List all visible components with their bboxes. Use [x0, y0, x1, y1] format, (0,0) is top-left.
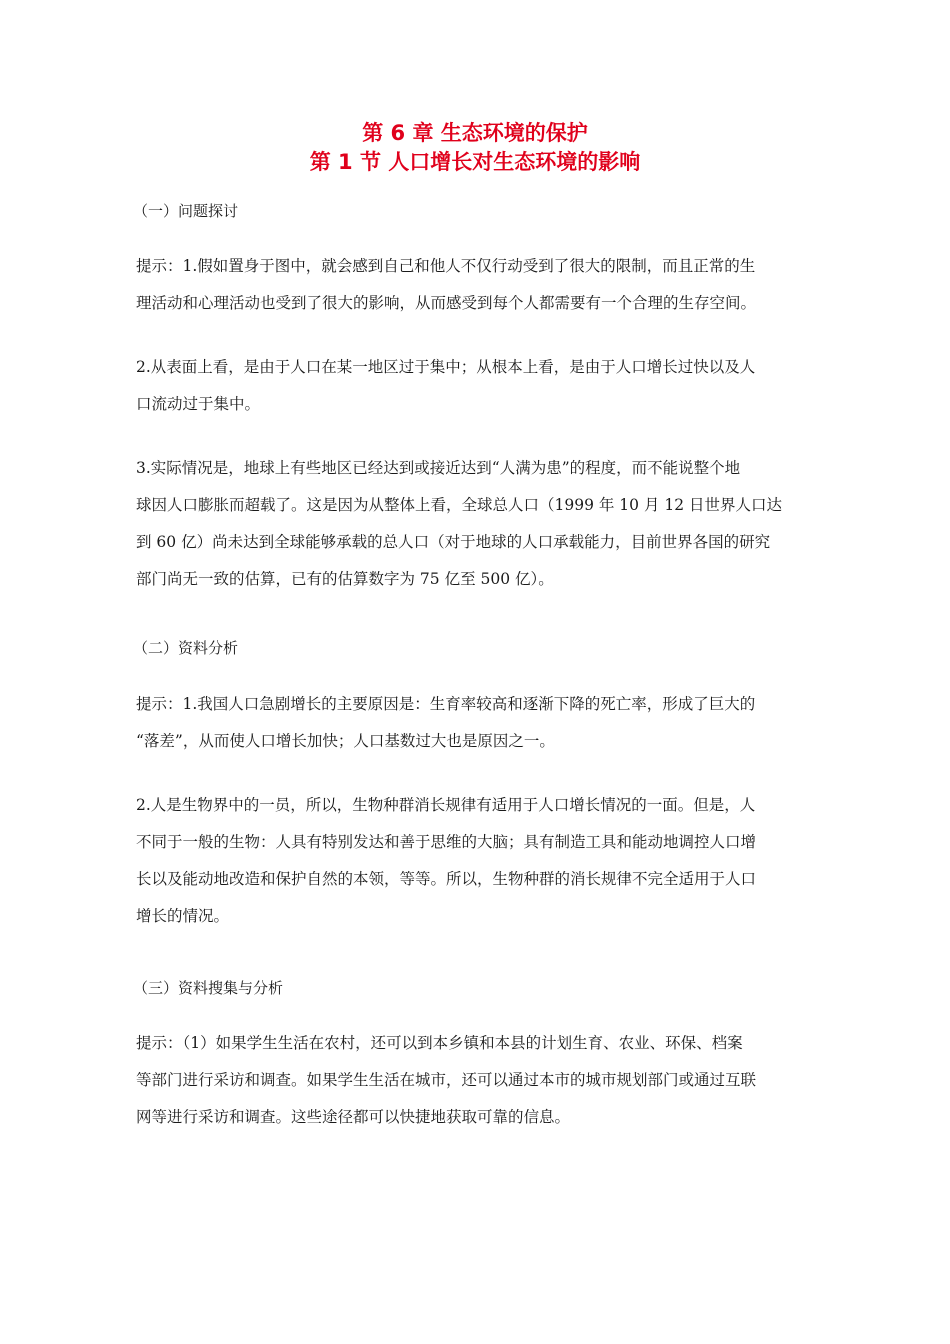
- paragraph: [136, 248, 816, 322]
- paragraph-line: 提示：（1）如果学生生活在农村，还可以到本乡镇和本县的计划生育、农业、环保、档案: [136, 1034, 743, 1052]
- paragraph-line: 长以及能动地改造和保护自然的本领，等等。所以，生物种群的消长规律不完全适用于人口: [136, 870, 757, 888]
- paragraph-line: 等部门进行采访和调查。如果学生生活在城市，还可以通过本市的城市规划部门或通过互联: [136, 1071, 757, 1089]
- paragraph-line: 2.人是生物界中的一员，所以，生物种群消长规律有适用于人口增长情况的一面。但是，人: [136, 796, 756, 814]
- section-heading-analysis: （二）资料分析: [133, 639, 239, 657]
- paragraph-line: 提示：1.我国人口急剧增长的主要原因是：生育率较高和逐渐下降的死亡率，形成了巨大的: [136, 695, 756, 713]
- section-heading-discussion: （一）问题探讨: [133, 202, 239, 220]
- paragraph-line: 到 60 亿）尚未达到全球能够承载的总人口（对于地球的人口承载能力，目前世界各国的研究: [136, 533, 771, 551]
- paragraph: [136, 787, 816, 935]
- paragraph-line: 部门尚无一致的估算，已有的估算数字为 75 亿至 500 亿）。: [136, 570, 554, 588]
- paragraph-line: 不同于一般的生物：人具有特别发达和善于思维的大脑；具有制造工具和能动地调控人口增: [136, 833, 757, 851]
- paragraph: [136, 349, 816, 423]
- chapter-title: 第 6 章 生态环境的保护: [362, 121, 588, 145]
- paragraph: [136, 450, 816, 598]
- paragraph-line: 网等进行采访和调查。这些途径都可以快捷地获取可靠的信息。: [136, 1108, 571, 1126]
- paragraph-line: “落差”，从而使人口增长加快；人口基数过大也是原因之一。: [136, 732, 555, 750]
- paragraph-line: 增长的情况。: [136, 907, 230, 925]
- paragraph-line: 3.实际情况是，地球上有些地区已经达到或接近达到“人满为患”的程度，而不能说整个地: [136, 459, 741, 477]
- paragraph-line: 提示：1.假如置身于图中，就会感到自己和他人不仅行动受到了很大的限制，而且正常的生: [136, 257, 756, 275]
- paragraph-line: 2.从表面上看，是由于人口在某一地区过于集中；从根本上看，是由于人口增长过快以及人: [136, 358, 756, 376]
- paragraph-line: 理活动和心理活动也受到了很大的影响，从而感受到每个人都需要有一个合理的生存空间。: [136, 294, 757, 312]
- section-title: 第 1 节 人口增长对生态环境的影响: [309, 150, 641, 174]
- paragraph: [136, 1025, 816, 1136]
- paragraph-line: 口流动过于集中。: [136, 395, 261, 413]
- paragraph: [136, 686, 816, 760]
- section-heading-collection: （三）资料搜集与分析: [133, 979, 284, 997]
- paragraph-line: 球因人口膨胀而超载了。这是因为从整体上看，全球总人口（1999 年 10 月 12 日世界人口达: [136, 496, 783, 514]
